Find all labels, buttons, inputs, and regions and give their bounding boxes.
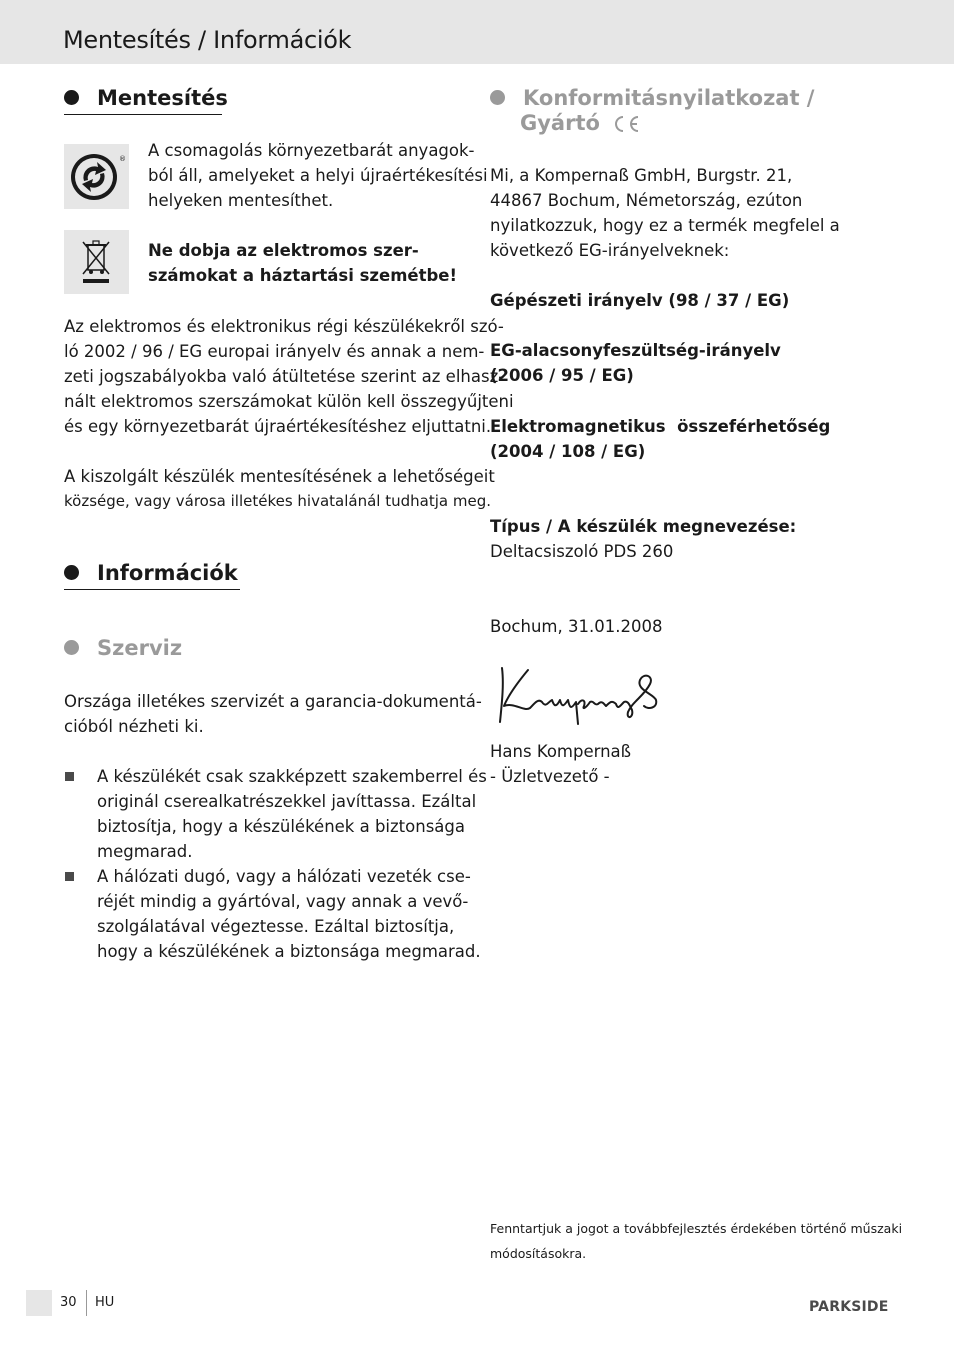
list-item: A hálózati dugó, vagy a hálózati vezeték cse- réjét mindig a gyártóval, vagy annak a vevő- szolgálatával végeztesse. Ezáltal biztosítja, hogy a készülékének a biztonsága megmarad. (97, 867, 481, 961)
signature (494, 662, 664, 728)
disposal-info-paragraph: A kiszolgált készülék mentesítésének a lehetőségeit községe, vagy városa illetékes hivatalánál tudhatja meg. (64, 467, 495, 510)
recycle-icon (64, 144, 129, 209)
bullet-dot-icon (64, 565, 79, 580)
signer-role: - Üzletvezető - (490, 767, 610, 786)
disposal-paragraph: Az elektromos és elektronikus régi készülékekről szó- ló 2002 / 96 / EG europai irányelv és annak a nem- zeti jogszabályokba való átültetése szerint az elhasz- nált elektromos szerszámokat külön kell összegyűjteni és egy környezetbarát újraértékesítéshez eljuttatni. (64, 317, 514, 436)
weee-icon-box (64, 230, 129, 294)
place-date: Bochum, 31.01.2008 (490, 617, 663, 636)
svg-text:®: ® (119, 155, 126, 163)
signer-name: Hans Kompernaß (490, 742, 632, 761)
heading-underline (64, 114, 222, 115)
page-title: Mentesítés / Információk (63, 26, 352, 54)
recycle-icon-box (64, 144, 129, 209)
section-heading-mentesites: Mentesítés (64, 86, 228, 112)
type-value: Deltacsiszoló PDS 260 (490, 542, 674, 561)
type-label: Típus / A készülék megnevezése: (490, 517, 797, 536)
language-code: HU (95, 1295, 115, 1310)
section-heading-informaciok: Információk (64, 561, 238, 587)
section-heading-szerviz: Szerviz (64, 636, 182, 660)
ce-mark-icon (611, 114, 641, 134)
footer-box (26, 1290, 52, 1316)
section-heading-konformitas: Konformitásnyilatkozat / (490, 86, 814, 110)
declaration-intro: Mi, a Kompernaß GmbH, Burgstr. 21, 44867 Bochum, Németország, ezúton nyilatkozzuk, hogy ez a termék megfelel a következő EG-irányelveknek: (490, 166, 840, 260)
directive-low-voltage: EG-alacsonyfeszültség-irányelv (2006 / 95 / EG) (490, 341, 781, 385)
footer-divider (86, 1290, 87, 1316)
page-number: 30 (60, 1295, 77, 1310)
recycle-text: A csomagolás környezetbarát anyagok- ból áll, amelyeket a helyi újraértékesítési helyeken mentesíthet. (148, 141, 488, 210)
directive-machinery: Gépészeti irányelv (98 / 37 / EG) (490, 291, 790, 310)
bullet-dot-icon (64, 640, 79, 655)
list-bullet-icon (65, 772, 74, 781)
directive-emc: Elektromagnetikus összeférhetőség (2004 / 108 / EG) (490, 417, 831, 461)
bullet-dot-icon (490, 90, 505, 105)
revision-note: Fenntartjuk a jogot a továbbfejlesztés érdekében történő műszaki módosításokra. (490, 1221, 903, 1261)
szerviz-intro: Országa illetékes szervizét a garancia-dokumentá- cióból nézheti ki. (64, 692, 482, 736)
brand-logo: PARKSIDE (809, 1299, 889, 1315)
weee-warning: Ne dobja az elektromos szer- számokat a háztartási szemétbe! (148, 241, 458, 285)
crossed-bin-icon (64, 230, 129, 294)
list-bullet-icon (65, 872, 74, 881)
bullet-dot-icon (64, 90, 79, 105)
heading-underline (64, 589, 240, 590)
section-heading-gyarto: Gyártó (520, 111, 641, 135)
list-item: A készülékét csak szakképzett szakemberrel és originál cserealkatrészekkel javíttassa. Ezáltal biztosítja, hogy a készülékének a biztonsága megmarad. (97, 767, 487, 861)
